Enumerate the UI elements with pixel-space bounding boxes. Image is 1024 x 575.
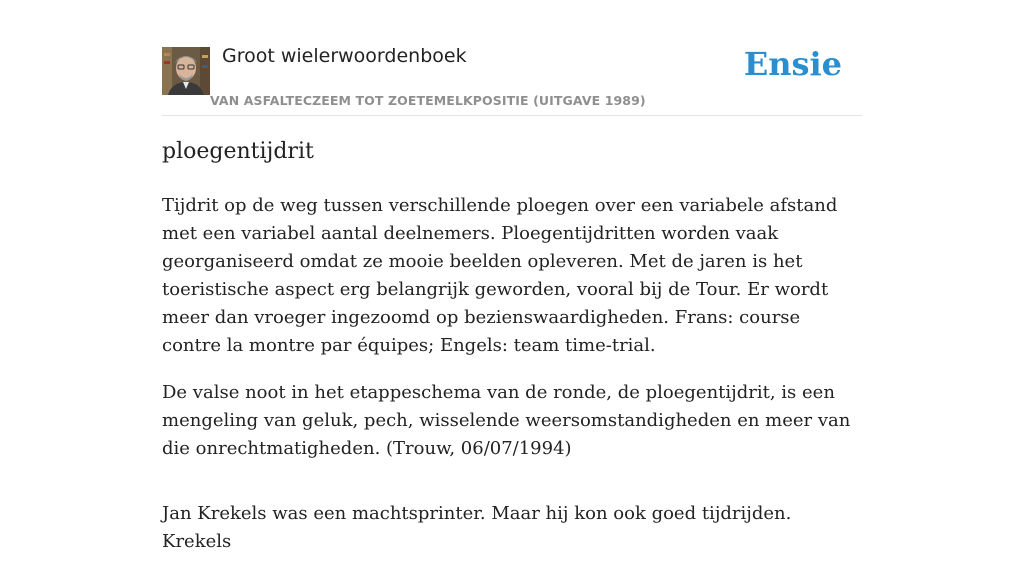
avatar[interactable] (162, 47, 210, 95)
citation-paragraph: De valse noot in het etappeschema van de ronde, de ploegentijdrit, is een mengeling van geluk, pech, wisselende weersomstandigheden en meer van die onrechtmatigheden. (Trouw, 06/07/1994) (162, 382, 851, 459)
page (162, 0, 862, 552)
author-portrait-icon (162, 47, 210, 95)
citation-paragraph: Jan Krekels was een machtsprinter. Maar hij kon ook goed tijdrijden. Krekels (162, 503, 792, 552)
book-header (162, 0, 862, 116)
book-title[interactable]: Groot wielerwoordenboek (222, 45, 467, 67)
book-subtitle: VAN ASFALTECZEEM TOT ZOETEMELKPOSITIE (UITGAVE 1989) (210, 93, 646, 108)
entry-body (162, 192, 852, 575)
entry-headword: ploegentijdrit (162, 139, 314, 164)
definition-paragraph: Tijdrit op de weg tussen verschillende ploegen over een variabele afstand met een variabel aantal deelnemers. Ploegentijdritten worden vaak georganiseerd omdat ze mooie beelden opleveren. Met de jaren is het toeristische aspect erg belangrijk geworden, vooral bij de Tour. Er wordt meer dan vroeger ingezoomd op bezienswaardigheden. Frans: course contre la montre par équipes; Engels: team time-trial. (162, 195, 838, 356)
ensie-logo-link[interactable]: Ensie (743, 45, 842, 83)
